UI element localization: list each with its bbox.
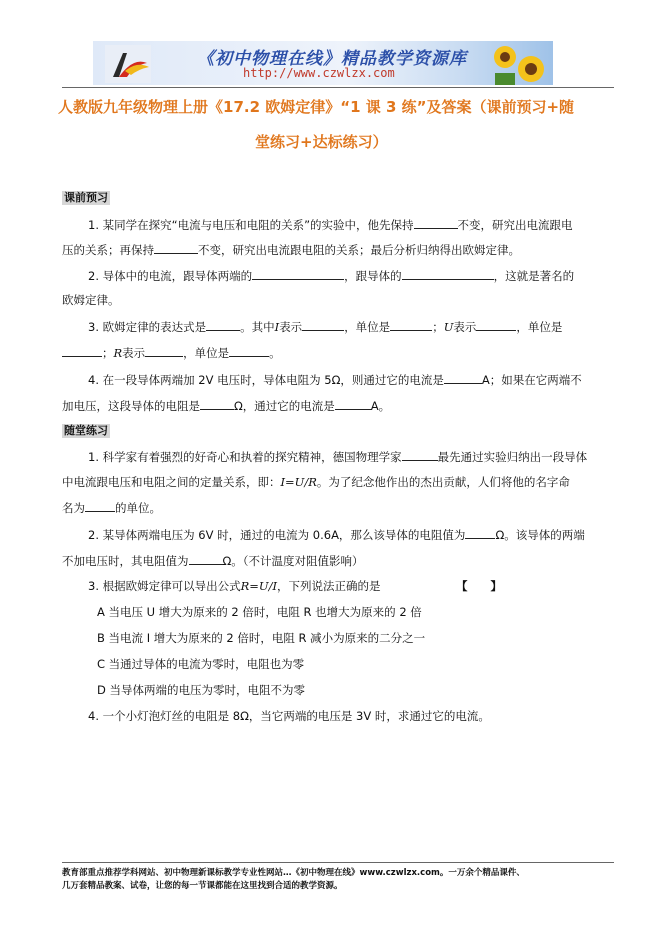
- practice-4: 4. 一个小灯泡灯丝的电阻是 8Ω，当它两端的电压是 3V 时，求通过它的电流。: [88, 709, 490, 723]
- question-3-line1: [88, 319, 562, 335]
- question-1-line2: [62, 242, 520, 258]
- q1-text-b: 不变，研究出电流跟电: [457, 218, 573, 232]
- blank[interactable]: [414, 217, 458, 229]
- header-divider: [62, 87, 614, 88]
- q4-text-c: 加电压，这段导体的电阻是: [62, 399, 200, 413]
- blank[interactable]: [189, 553, 223, 565]
- q3-text-b: 。其中: [240, 320, 275, 334]
- s2-text-b: Ω。该导体的两端: [495, 528, 585, 542]
- formula-resistance: R=U/I: [240, 579, 278, 593]
- symbol-i: I: [274, 320, 280, 334]
- q4-text-b: A；如果在它两端不: [481, 373, 582, 387]
- blank[interactable]: [465, 527, 495, 539]
- section-preview-label: 课前预习: [64, 191, 108, 204]
- blank[interactable]: [145, 345, 183, 357]
- q3-text-d: ，单位是: [344, 320, 391, 334]
- blank[interactable]: [476, 319, 516, 331]
- s3-text-b: ，下列说法正确的是: [277, 579, 381, 593]
- banner-title: 《初中物理在线》精品教学资源库: [197, 49, 467, 69]
- q1-text-c: 压的关系；再保持: [62, 243, 154, 257]
- question-1-line1: [88, 217, 573, 233]
- section-practice-label: 随堂练习: [64, 424, 108, 437]
- footer-divider: [62, 862, 614, 863]
- blank[interactable]: [229, 345, 269, 357]
- blank[interactable]: [390, 319, 432, 331]
- q3-text-f: 表示: [453, 320, 477, 334]
- s1-text-a: 1. 科学家有着强烈的好奇心和执着的探究精神，德国物理学家: [88, 450, 402, 464]
- question-4-line1: [88, 372, 582, 388]
- q4-text-d: Ω，通过它的电流是: [234, 399, 335, 413]
- s2-text-c: 不加电压时，其电阻值为: [62, 554, 189, 568]
- blank[interactable]: [206, 319, 240, 331]
- practice-1-line1: [88, 449, 587, 465]
- q2-text-a: 2. 导体中的电流，跟导体两端的: [88, 269, 253, 283]
- q3-text-h: ；: [102, 346, 114, 360]
- s1-text-e: 名为: [62, 501, 85, 515]
- q1-text-a: 1. 某同学在探究“电流与电压和电阻的关系”的实验中，他先保持: [88, 218, 414, 232]
- option-a: A 当电压 U 增大为原来的 2 倍时，电阻 R 也增大为原来的 2 倍: [97, 605, 422, 619]
- s3-text-a: 3. 根据欧姆定律可以导出公式: [88, 579, 241, 593]
- question-3-line2: [62, 345, 281, 361]
- page-title-cont: 堂练习+达标练习）: [255, 133, 388, 151]
- practice-2-line1: [88, 527, 585, 543]
- blank[interactable]: [252, 268, 344, 280]
- blank[interactable]: [402, 268, 494, 280]
- q2-text-c: ，这就是著名的: [493, 269, 575, 283]
- footer-line-2: 几万套精品教案、试卷，让您的每一节课都能在这里找到合适的教学资源。: [62, 881, 343, 891]
- s1-text-c: 中电流跟电压和电阻之间的定量关系，即：: [62, 475, 281, 489]
- practice-3-line1: [88, 579, 381, 594]
- q3-text-i: 表示: [122, 346, 146, 360]
- option-d: D 当导体两端的电压为零时，电阻不为零: [97, 683, 306, 697]
- header-banner: [93, 41, 553, 85]
- symbol-r: R: [113, 346, 123, 360]
- footer-line-1: 教育部重点推荐学科网站、初中物理新课标教学专业性网站…《初中物理在线》www.czwlzx.com。一万余个精品课件、: [62, 868, 525, 878]
- question-4-line2: [62, 398, 390, 414]
- symbol-u: U: [443, 320, 454, 334]
- blank[interactable]: [62, 345, 102, 357]
- q3-text-c: 表示: [279, 320, 303, 334]
- formula-ohm: I=U/R: [280, 475, 317, 489]
- q3-text-a: 3. 欧姆定律的表达式是: [88, 320, 207, 334]
- s1-text-b: 最先通过实验归纳出一段导体: [437, 450, 588, 464]
- blank[interactable]: [402, 449, 438, 461]
- q4-text-a: 4. 在一段导体两端加 2V 电压时，导体电阻为 5Ω，则通过它的电流是: [88, 373, 444, 387]
- q3-text-e: ；: [432, 320, 444, 334]
- practice-2-line2: [62, 553, 364, 569]
- q1-text-d: 不变，研究出电流跟电阻的关系；最后分析归纳得出欧姆定律。: [198, 243, 520, 257]
- practice-1-line3: [62, 500, 161, 516]
- q3-text-j: ，单位是: [183, 346, 230, 360]
- answer-bracket[interactable]: 【 】: [456, 579, 502, 593]
- q3-text-g: ，单位是: [516, 320, 563, 334]
- blank[interactable]: [154, 242, 198, 254]
- s2-text-d: Ω。（不计温度对阻值影响）: [222, 554, 364, 568]
- option-b: B 当电流 I 增大为原来的 2 倍时，电阻 R 减小为原来的二分之一: [97, 631, 426, 645]
- banner-url[interactable]: http://www.czwlzx.com: [243, 66, 395, 80]
- q2-text-b: ，跟导体的: [344, 269, 402, 283]
- s1-text-f: 的单位。: [115, 501, 161, 515]
- q4-text-e: A。: [370, 399, 391, 413]
- s1-text-d: 。为了纪念他作出的杰出贡献，人们将他的名字命: [316, 475, 570, 489]
- blank[interactable]: [302, 319, 344, 331]
- s2-text-a: 2. 某导体两端电压为 6V 时，通过的电流为 0.6A，那么该导体的电阻值为: [88, 528, 466, 542]
- blank[interactable]: [85, 500, 115, 512]
- sunflower-icon: [487, 43, 547, 85]
- site-logo-icon: [105, 45, 151, 83]
- q3-text-k: 。: [269, 346, 281, 360]
- question-2-line2: 欧姆定律。: [62, 293, 120, 307]
- blank[interactable]: [444, 372, 482, 384]
- blank[interactable]: [335, 398, 371, 410]
- page-title: 人教版九年级物理上册《17.2 欧姆定律》“1 课 3 练”及答案（课前预习+随: [58, 98, 575, 116]
- option-c: C 当通过导体的电流为零时，电阻也为零: [97, 657, 305, 671]
- question-2-line1: [88, 268, 574, 284]
- blank[interactable]: [200, 398, 234, 410]
- practice-1-line2: [62, 475, 570, 490]
